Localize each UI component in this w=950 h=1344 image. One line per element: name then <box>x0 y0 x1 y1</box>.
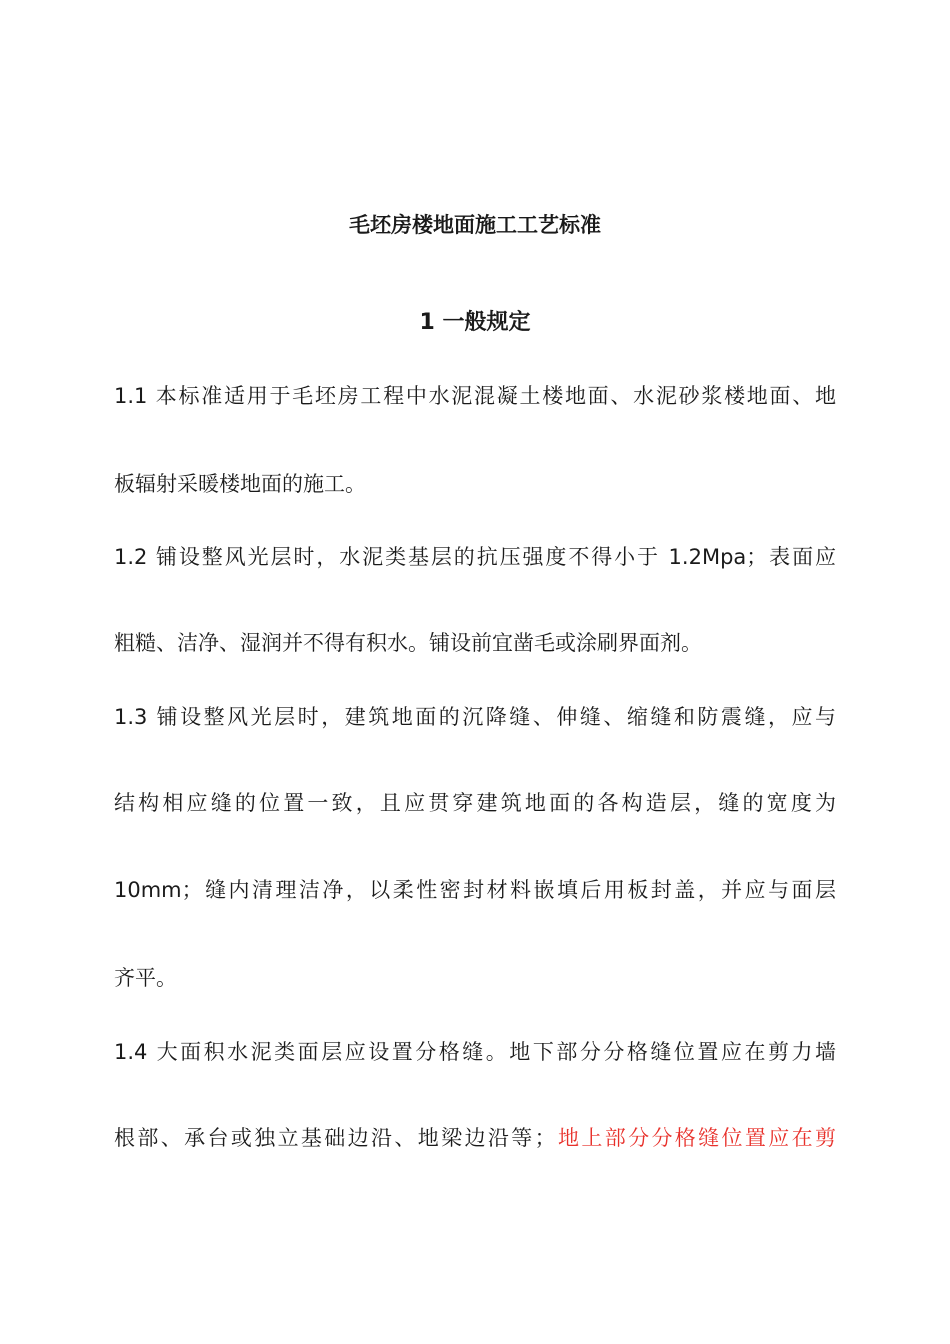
paragraph-line: 10mm；缝内清理洁净，以柔性密封材料嵌填后用板封盖，并应与面层 <box>114 878 836 902</box>
paragraph-line-mixed <box>114 1122 836 1154</box>
paragraph-line: 1.1 本标准适用于毛坯房工程中水泥混凝土楼地面、水泥砂浆楼地面、地 <box>114 384 836 408</box>
document-title: 毛坯房楼地面施工工艺标准 <box>349 213 601 237</box>
section-heading: 1 一般规定 <box>419 310 531 335</box>
paragraph-line: 板辐射采暖楼地面的施工。 <box>114 472 366 496</box>
paragraph-line: 1.3 铺设整风光层时，建筑地面的沉降缝、伸缝、缩缝和防震缝，应与 <box>114 705 836 729</box>
highlighted-text-run: 地上部分分格缝位置应在剪 <box>555 1126 837 1150</box>
paragraph-line: 粗糙、洁净、湿润并不得有积水。铺设前宜凿毛或涂刷界面剂。 <box>114 631 702 655</box>
text-run: 根部、承台或独立基础边沿、地梁边沿等； <box>114 1126 556 1150</box>
paragraph-line: 1.2 铺设整风光层时，水泥类基层的抗压强度不得小于 1.2Mpa；表面应 <box>114 545 836 569</box>
paragraph-line: 齐平。 <box>114 966 177 990</box>
paragraph-line: 结构相应缝的位置一致，且应贯穿建筑地面的各构造层，缝的宽度为 <box>114 791 836 815</box>
paragraph-line: 1.4 大面积水泥类面层应设置分格缝。地下部分分格缝位置应在剪力墙 <box>114 1040 836 1064</box>
